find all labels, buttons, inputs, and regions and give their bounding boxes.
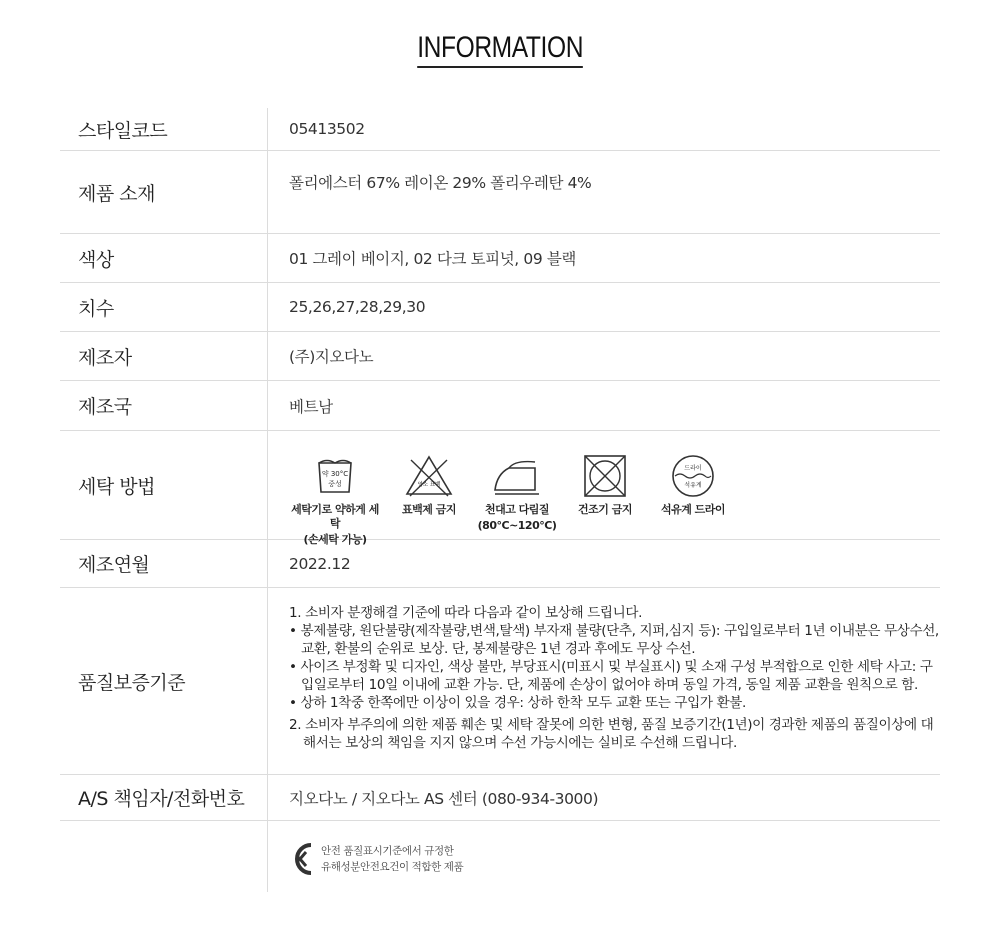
row-as [60, 775, 940, 821]
row-label-empty [60, 821, 268, 892]
hand-wash-30-icon [315, 456, 355, 496]
hand-wash-temp: 약 30°C [321, 470, 349, 478]
row-kc [60, 821, 940, 892]
care-label: 건조기 금지 [578, 503, 632, 516]
style-code-value: 05413502 [289, 120, 365, 138]
row-label: 품질보증기준 [60, 588, 268, 774]
row-maker [60, 332, 940, 381]
kc-text-line2: 유해성분안전요건이 적합한 제품 [321, 861, 464, 873]
care-label: 천대고 다림질 [484, 503, 550, 516]
no-bleach-text: 염소 표백 [417, 482, 441, 488]
row-size [60, 283, 940, 332]
care-item-hand-wash [289, 451, 381, 547]
row-washing [60, 431, 940, 546]
dry-clean-top: 드라이 [684, 465, 702, 472]
warranty-bullet: • 봉제불량, 원단불량(제작불량,변색,탈색) 부자재 불량(단추, 지퍼,심지 등): 구입일로부터 1년 이내분은 무상수선, 교환, 환불의 순위로 보상. 단, 봉제불량은 1년 경과 후에도 무상 수선. [289, 623, 939, 657]
care-label: 세탁기로 약하게 세탁 [291, 503, 379, 530]
row-label: A/S 책임자/전화번호 [60, 775, 268, 820]
size-value: 25,26,27,28,29,30 [289, 298, 426, 316]
row-country [60, 381, 940, 431]
care-label: 석유계 드라이 [660, 503, 726, 516]
kc-certification-icon [289, 841, 315, 877]
row-label: 제조연월 [60, 540, 268, 587]
warranty-text [289, 604, 940, 752]
no-bleach-icon [404, 454, 454, 498]
row-label: 세탁 방법 [60, 431, 268, 539]
dry-clean-petroleum-icon [670, 454, 716, 498]
page-title-wrap [0, 30, 1000, 68]
care-item-no-bleach [389, 451, 469, 547]
care-label: 표백제 금지 [402, 503, 456, 516]
care-item-iron [477, 451, 557, 547]
row-date [60, 540, 940, 588]
row-label: 스타일코드 [60, 108, 268, 150]
row-material [60, 151, 940, 234]
as-value: 지오다노 / 지오다노 AS 센터 (080-934-3000) [289, 789, 599, 808]
warranty-item-1: 1. 소비자 분쟁해결 기준에 따라 다음과 같이 보상해 드립니다. [289, 605, 643, 621]
row-warranty [60, 588, 940, 775]
dry-clean-bottom: 석유계 [684, 482, 702, 489]
row-label: 제조국 [60, 381, 268, 430]
warranty-bullet: • 사이즈 부정확 및 디자인, 색상 불만, 부당표시(미표시 및 부실표시) 및 소재 구성 부적합으로 인한 세탁 사고: 구입일로부터 10일 이내에 교환 가능. 단, 제품에 손상이 없어야 하며 동일 가격, 동일 제품 교환을 원칙으로 함. [289, 659, 933, 693]
country-value: 베트남 [289, 397, 333, 416]
row-label: 색상 [60, 234, 268, 282]
care-label-sub: (손세탁 가능) [303, 533, 367, 546]
iron-cloth-icon [491, 454, 543, 498]
color-value: 01 그레이 베이지, 02 다크 토피넛, 09 블랙 [289, 250, 576, 268]
kc-mark [289, 841, 463, 877]
row-label: 제조자 [60, 332, 268, 380]
info-table [60, 108, 940, 892]
kc-text-line1: 안전 품질표시기준에서 규정한 [321, 845, 454, 857]
care-item-no-dryer [565, 451, 645, 547]
care-label-sub: (80°C~120°C) [477, 519, 557, 532]
row-label: 치수 [60, 283, 268, 331]
row-style-code [60, 108, 940, 151]
row-color [60, 234, 940, 283]
date-value: 2022.12 [289, 554, 351, 573]
hand-wash-detergent: 중성 [328, 480, 342, 488]
warranty-bullet: • 상하 1착중 한쪽에만 이상이 있을 경우: 상하 한착 모두 교환 또는 구입가 환불. [289, 695, 746, 711]
page-title: INFORMATION [417, 30, 583, 68]
maker-value: (주)지오다노 [289, 348, 374, 366]
row-label: 제품 소재 [60, 151, 268, 233]
material-value: 폴리에스터 67% 레이온 29% 폴리우레탄 4% [289, 174, 592, 192]
no-tumble-dry-icon [582, 454, 628, 498]
care-item-dry-clean [653, 451, 733, 547]
care-icons [289, 451, 741, 547]
warranty-item-2: 2. 소비자 부주의에 의한 제품 훼손 및 세탁 잘못에 의한 변형, 품질 보증기간(1년)이 경과한 제품의 품질이상에 대해서는 보상의 책임을 지지 않으며 수선 가능시에는 실비로 수선해 드립니다. [289, 717, 934, 751]
